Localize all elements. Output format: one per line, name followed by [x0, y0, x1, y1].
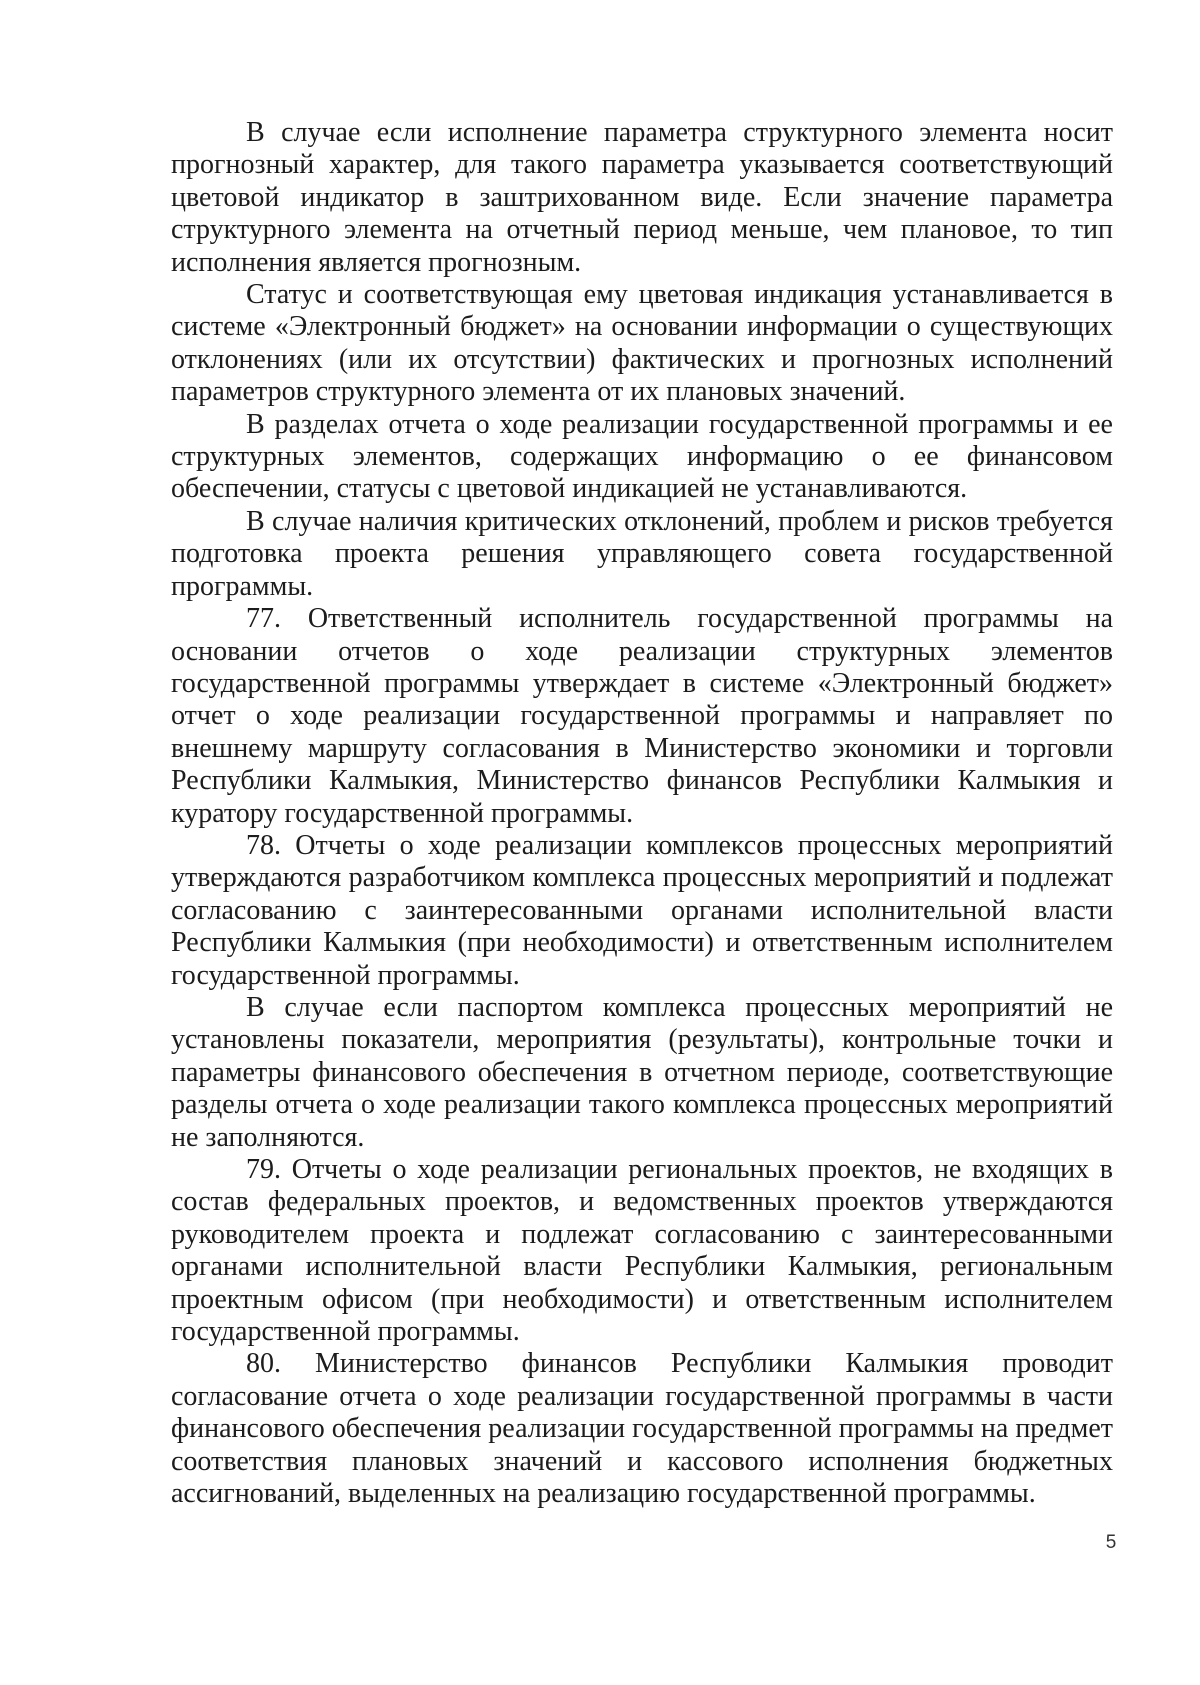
page-number: 5 — [1105, 1532, 1117, 1553]
paragraph-forecast-execution: В случае если исполнение параметра структурного элемента носит прогнозный характер, для такого параметра указывается соответствующий цветовой индикатор в заштрихованном виде. Если значение параметра структурного элемента на отчетный период меньше, чем плановое, то тип исполнения является прогнозным. — [171, 117, 1113, 278]
paragraph-process-passport: В случае если паспортом комплекса процессных мероприятий не установлены показатели, мероприятия (результаты), контрольные точки и параметры финансового обеспечения в отчетном периоде, соответствующие разделы отчета о ходе реализации такого комплекса процессных мероприятий не заполняются. — [171, 991, 1113, 1153]
paragraph-item-80: 80. Министерство финансов Республики Калмыкия проводит согласование отчета о ходе реализации государственной программы в части финансового обеспечения реализации государственной программы на предмет соответствия плановых значений и кассового исполнения бюджетных ассигнований, выделенных на реализацию государственной программы. — [171, 1348, 1113, 1510]
paragraph-item-77: 77. Ответственный исполнитель государственной программы на основании отчетов о ходе реализации структурных элементов государственной программы утверждает в системе «Электронный бюджет» отчет о ходе реализации государственной программы и направляет по внешнему маршруту согласования в Министерство экономики и торговли Республики Калмыкия, Министерство финансов Республики Калмыкия и куратору государственной программы. — [171, 603, 1113, 829]
paragraph-item-79: 79. Отчеты о ходе реализации региональных проектов, не входящих в состав федеральных проектов, и ведомственных проектов утверждаются руководителем проекта и подлежат согласованию с заинтересованными органами исполнительной власти Республики Калмыкия, региональным проектным офисом (при необходимости) и ответственным исполнителем государственной программы. — [171, 1154, 1113, 1348]
paragraph-item-78: 78. Отчеты о ходе реализации комплексов процессных мероприятий утверждаются разработчиком комплекса процессных мероприятий и подлежат согласованию с заинтересованными органами исполнительной власти Республики Калмыкия (при необходимости) и ответственным исполнителем государственной программы. — [171, 829, 1113, 991]
paragraph-financial-sections: В разделах отчета о ходе реализации государственной программы и ее структурных элементов, содержащих информацию о ее финансовом обеспечении, статусы с цветовой индикацией не устанавливаются. — [171, 408, 1113, 505]
document-body — [171, 117, 1113, 1510]
paragraph-status-indication: Статус и соответствующая ему цветовая индикация устанавливается в системе «Электронный бюджет» на основании информации о существующих отклонениях (или их отсутствии) фактических и прогнозных исполнений параметров структурного элемента от их плановых значений. — [171, 279, 1113, 408]
paragraph-critical-deviations: В случае наличия критических отклонений, проблем и рисков требуется подготовка проекта решения управляющего совета государственной программы. — [171, 505, 1113, 602]
